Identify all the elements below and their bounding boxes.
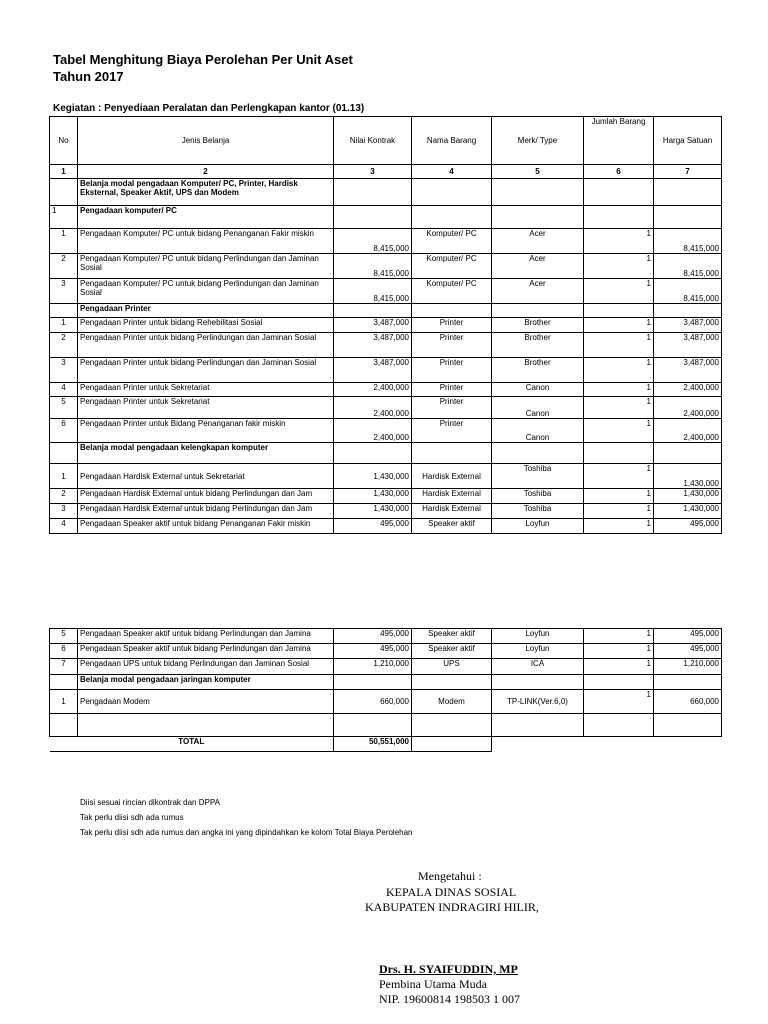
row-nilai: 3,487,000 — [334, 358, 412, 383]
table-row — [50, 690, 722, 714]
section-row — [50, 443, 722, 464]
row-no: 4 — [50, 383, 78, 397]
row-harga: 495,000 — [654, 519, 722, 534]
row-harga: 8,415,000 — [654, 254, 722, 279]
row-jenis: Pengadaan Komputer/ PC untuk bidang Perlindungan dan Jaminan Sosial — [78, 254, 334, 279]
table-row — [50, 419, 722, 443]
subsection-title: Pengadaan Printer — [78, 304, 334, 318]
table-row — [50, 659, 722, 675]
row-nilai: 2,400,000 — [334, 419, 412, 443]
document-title: Tabel Menghitung Biaya Perolehan Per Unit Aset — [53, 52, 353, 67]
row-jumlah: 1 — [584, 318, 654, 333]
row-jumlah: 1 — [584, 397, 654, 419]
row-merk: Loyfun — [492, 644, 584, 659]
total-label: TOTAL — [50, 737, 334, 752]
row-nama: Hardisk External — [412, 489, 492, 504]
row-nama: Printer — [412, 397, 492, 419]
row-merk: Acer — [492, 254, 584, 279]
row-jenis: Pengadaan Printer untuk Sekretariat — [78, 383, 334, 397]
row-merk: TP-LINK(Ver.6,0) — [492, 690, 584, 714]
row-no: 3 — [50, 504, 78, 519]
row-nilai: 1,430,000 — [334, 489, 412, 504]
document-year: Tahun 2017 — [53, 69, 124, 84]
row-nilai: 8,415,000 — [334, 279, 412, 304]
row-nilai: 660,000 — [334, 690, 412, 714]
row-jenis: Pengadaan Speaker aktif untuk bidang Perlindungan dan Jamina — [78, 629, 334, 644]
row-nama: Hardisk External — [412, 504, 492, 519]
column-number: 1 — [50, 165, 78, 179]
row-merk: Brother — [492, 333, 584, 358]
row-no: 6 — [50, 419, 78, 443]
row-harga: 3,487,000 — [654, 333, 722, 358]
row-merk: Acer — [492, 279, 584, 304]
row-jenis: Pengadaan Printer untuk bidang Perlindungan dan Jaminan Sosial — [78, 333, 334, 358]
table-row — [50, 629, 722, 644]
row-nama: Printer — [412, 318, 492, 333]
row-nilai: 3,487,000 — [334, 333, 412, 358]
row-no: 2 — [50, 333, 78, 358]
signatory-regency: KABUPATEN INDRAGIRI HILIR, — [365, 900, 539, 914]
header-jumlah-barang: Jumlah Barang — [584, 117, 654, 165]
table-row — [50, 464, 722, 489]
subsection-row: 1 Pengadaan komputer/ PC — [50, 206, 722, 229]
row-jumlah: 1 — [584, 279, 654, 304]
row-jumlah: 1 — [584, 383, 654, 397]
row-jumlah: 1 — [584, 254, 654, 279]
row-merk: Loyfun — [492, 519, 584, 534]
row-no: 5 — [50, 629, 78, 644]
row-merk: Brother — [492, 318, 584, 333]
row-nilai: 1,210,000 — [334, 659, 412, 675]
row-jenis: Pengadaan Komputer/ PC untuk bidang Perlindungan dan Jaminan Sosial — [78, 279, 334, 304]
row-no: 3 — [50, 358, 78, 383]
row-nilai: 8,415,000 — [334, 254, 412, 279]
row-jenis: Pengadaan Printer untuk bidang Perlindungan dan Jaminan Sosial — [78, 358, 334, 383]
header-jenis-belanja: Jenis Belanja — [78, 117, 334, 165]
section-row — [50, 179, 722, 206]
row-jenis: Pengadaan Printer untuk bidang Rehebilitasi Sosial — [78, 318, 334, 333]
section-title: Belanja modal pengadaan Komputer/ PC, Printer, Hardisk Eksternal, Speaker Aktif, UPS dan Modem — [78, 179, 334, 206]
section-title: Belanja modal pengadaan jaringan komputer — [78, 675, 334, 690]
row-harga: 495,000 — [654, 644, 722, 659]
row-jumlah: 1 — [584, 690, 654, 714]
row-jenis: Pengadaan Modem — [78, 690, 334, 714]
row-nama: Komputer/ PC — [412, 254, 492, 279]
row-harga: 8,415,000 — [654, 229, 722, 254]
row-merk: Canon — [492, 419, 584, 443]
row-merk: Brother — [492, 358, 584, 383]
row-jumlah: 1 — [584, 419, 654, 443]
table-row — [50, 254, 722, 279]
row-harga: 1,430,000 — [654, 504, 722, 519]
row-no: 2 — [50, 489, 78, 504]
row-jenis: Pengadaan Printer untuk Sekretariat — [78, 397, 334, 419]
row-harga: 1,430,000 — [654, 464, 722, 489]
row-harga: 2,400,000 — [654, 383, 722, 397]
column-number-row — [50, 165, 722, 179]
table-row — [50, 397, 722, 419]
table-row — [50, 504, 722, 519]
row-no: 1 — [50, 464, 78, 489]
row-jumlah: 1 — [584, 659, 654, 675]
note-line: Tak perlu diisi sdh ada rumus dan angka ini yang dipindahkan ke kolom Total Biaya Perolehan — [80, 828, 413, 837]
header-row — [50, 117, 722, 165]
signatory-nip: NIP. 19600814 198503 1 007 — [379, 992, 521, 1006]
row-no: 7 — [50, 659, 78, 675]
row-jenis: Pengadaan Speaker aktif untuk bidang Penanganan Fakir miskin — [78, 519, 334, 534]
row-nama: Modem — [412, 690, 492, 714]
row-merk: Acer — [492, 229, 584, 254]
column-number: 6 — [584, 165, 654, 179]
row-harga: 495,000 — [654, 629, 722, 644]
row-jenis: Pengadaan Hardisk External untuk Sekretariat — [78, 464, 334, 489]
column-number: 7 — [654, 165, 722, 179]
table-row — [50, 519, 722, 534]
row-harga: 1,430,000 — [654, 489, 722, 504]
row-harga: 2,400,000 — [654, 419, 722, 443]
row-merk: Toshiba — [492, 504, 584, 519]
row-no: 6 — [50, 644, 78, 659]
row-jumlah: 1 — [584, 229, 654, 254]
column-number: 4 — [412, 165, 492, 179]
section-title: Belanja modal pengadaan kelengkapan komputer — [78, 443, 334, 464]
table-row — [50, 229, 722, 254]
row-jenis: Pengadaan Komputer/ PC untuk bidang Penanganan Fakir miskin — [78, 229, 334, 254]
header-nilai-kontrak: Nilai Kontrak — [334, 117, 412, 165]
row-no: 4 — [50, 519, 78, 534]
header-harga-satuan: Harga Satuan — [654, 117, 722, 165]
row-no: 2 — [50, 254, 78, 279]
signatory-position: KEPALA DINAS SOSIAL — [386, 885, 517, 899]
table-row — [50, 383, 722, 397]
row-merk: Loyfun — [492, 629, 584, 644]
row-nama: Speaker aktif — [412, 629, 492, 644]
row-nama: Komputer/ PC — [412, 229, 492, 254]
table-row — [50, 333, 722, 358]
table-row — [50, 644, 722, 659]
total-value: 50,551,000 — [334, 737, 412, 752]
row-nilai: 1,430,000 — [334, 504, 412, 519]
row-jumlah: 1 — [584, 358, 654, 383]
row-nilai: 495,000 — [334, 519, 412, 534]
mengetahui-label: Mengetahui : — [418, 869, 482, 883]
row-nama: Komputer/ PC — [412, 279, 492, 304]
row-jenis: Pengadaan UPS untuk bidang Perlindungan dan Jaminan Sosial — [78, 659, 334, 675]
row-jenis: Pengadaan Printer untuk Bidang Penanganan fakir miskin — [78, 419, 334, 443]
row-jumlah: 1 — [584, 464, 654, 489]
row-no: 1 — [50, 318, 78, 333]
header-no: No — [50, 117, 78, 165]
total-row — [50, 737, 722, 752]
row-jumlah: 1 — [584, 504, 654, 519]
row-merk: Canon — [492, 397, 584, 419]
row-harga: 8,415,000 — [654, 279, 722, 304]
row-no: 5 — [50, 397, 78, 419]
table-row — [50, 279, 722, 304]
cost-table-1 — [49, 116, 722, 534]
cost-table-2 — [49, 628, 722, 752]
row-no: 1 — [50, 229, 78, 254]
table-row — [50, 318, 722, 333]
section-row — [50, 675, 722, 690]
row-nilai: 2,400,000 — [334, 397, 412, 419]
row-harga: 660,000 — [654, 690, 722, 714]
row-merk: Toshiba — [492, 489, 584, 504]
row-harga: 2,400,000 — [654, 397, 722, 419]
row-jumlah: 1 — [584, 519, 654, 534]
row-nama: UPS — [412, 659, 492, 675]
row-jenis: Pengadaan Hardisk External untuk bidang Perlindungan dan Jam — [78, 504, 334, 519]
table-row — [50, 489, 722, 504]
row-jumlah: 1 — [584, 333, 654, 358]
row-nilai: 2,400,000 — [334, 383, 412, 397]
signatory-name: Drs. H. SYAIFUDDIN, MP — [379, 962, 518, 976]
column-number: 5 — [492, 165, 584, 179]
row-nama: Printer — [412, 333, 492, 358]
row-nilai: 8,415,000 — [334, 229, 412, 254]
row-harga: 3,487,000 — [654, 358, 722, 383]
header-nama-barang: Nama Barang — [412, 117, 492, 165]
row-harga: 3,487,000 — [654, 318, 722, 333]
subsection-row — [50, 304, 722, 318]
row-no: 1 — [50, 690, 78, 714]
row-nilai: 1,430,000 — [334, 464, 412, 489]
row-harga: 1,210,000 — [654, 659, 722, 675]
signatory-rank: Pembina Utama Muda — [379, 977, 487, 991]
row-nama: Hardisk External — [412, 464, 492, 489]
row-jenis: Pengadaan Speaker aktif untuk bidang Perlindungan dan Jamina — [78, 644, 334, 659]
row-no: 3 — [50, 279, 78, 304]
row-nama: Speaker aktif — [412, 644, 492, 659]
row-jumlah: 1 — [584, 489, 654, 504]
row-jumlah: 1 — [584, 629, 654, 644]
kegiatan-label: Kegiatan : Penyediaan Peralatan dan Perlengkapan kantor (01.13) — [53, 103, 365, 114]
table-row — [50, 358, 722, 383]
column-number: 3 — [334, 165, 412, 179]
row-jumlah: 1 — [584, 644, 654, 659]
column-number: 2 — [78, 165, 334, 179]
note-line: Tak perlu diisi sdh ada rumus — [80, 813, 184, 822]
row-nilai: 3,487,000 — [334, 318, 412, 333]
row-nama: Printer — [412, 358, 492, 383]
header-merk-type: Merk/ Type — [492, 117, 584, 165]
row-merk: Canon — [492, 383, 584, 397]
row-merk: Toshiba — [492, 464, 584, 489]
empty-row — [50, 714, 722, 737]
row-nama: Speaker aktif — [412, 519, 492, 534]
row-nama: Printer — [412, 419, 492, 443]
note-line: Diisi sesuai rincian dikontrak dan DPPA — [80, 798, 220, 807]
row-nilai: 495,000 — [334, 629, 412, 644]
row-nilai: 495,000 — [334, 644, 412, 659]
row-merk: ICA — [492, 659, 584, 675]
row-jenis: Pengadaan Hardisk External untuk bidang Perlindungan dan Jam — [78, 489, 334, 504]
row-nama: Printer — [412, 383, 492, 397]
subsection-title: Pengadaan komputer/ PC — [78, 206, 334, 229]
